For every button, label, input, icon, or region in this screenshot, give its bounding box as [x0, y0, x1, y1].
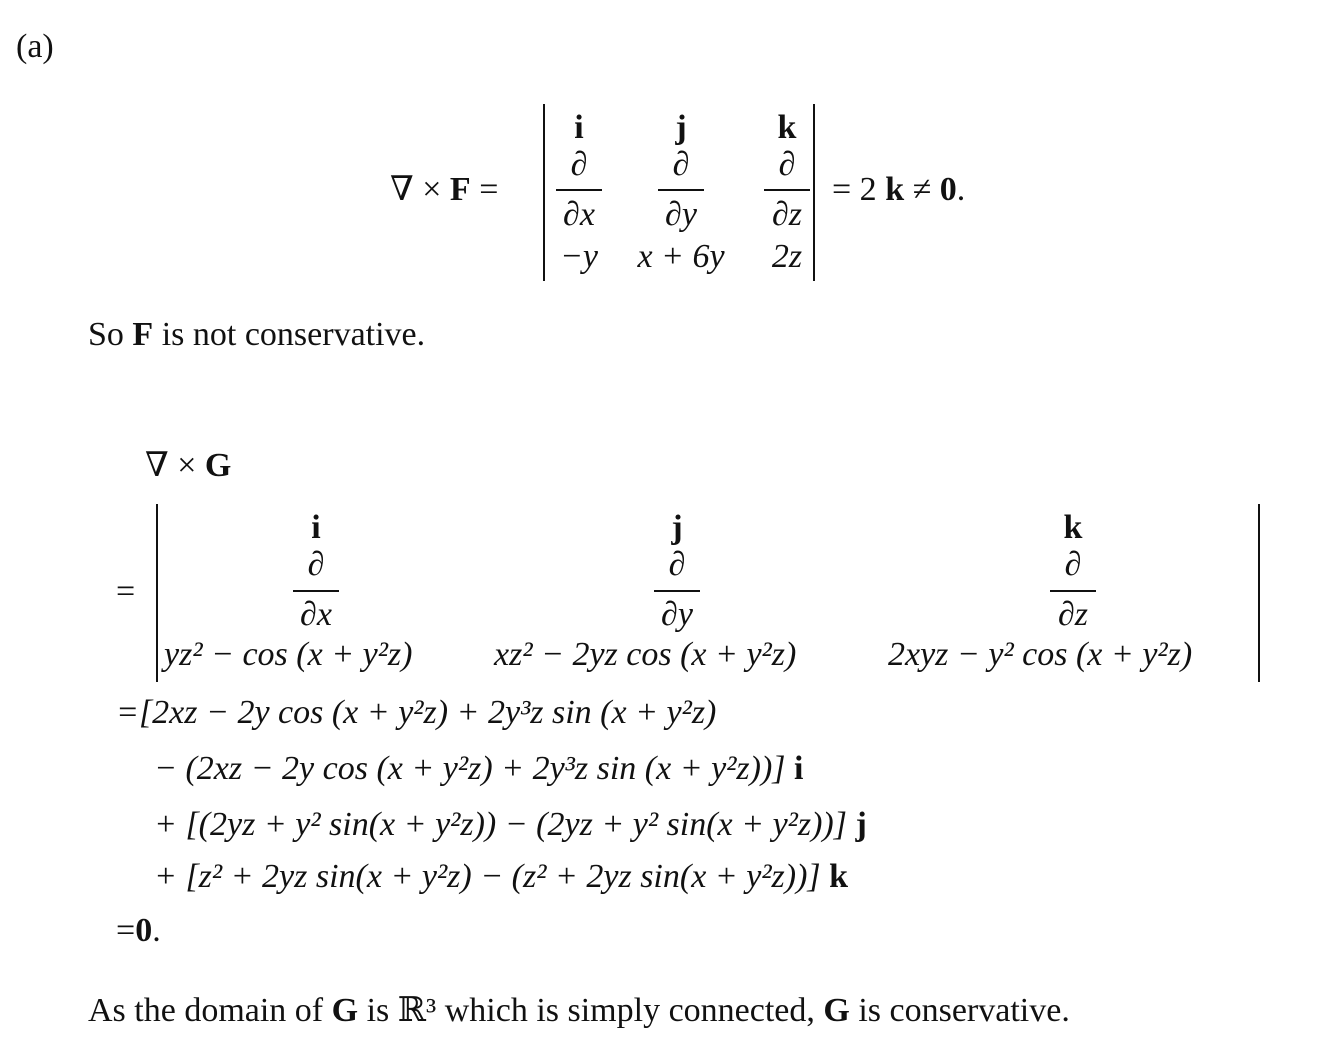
domain-R3: ℝ³: [397, 992, 437, 1029]
expansion-line-2: [154, 752, 803, 786]
unit-vector-k: k: [885, 171, 905, 208]
unit-vector-j: j: [855, 806, 867, 843]
period: .: [152, 912, 161, 949]
component-P: −y: [559, 238, 599, 275]
fraction-line: [293, 590, 339, 592]
text: is conservative.: [849, 992, 1070, 1029]
field-G: G: [204, 447, 232, 484]
result-line: [116, 914, 161, 948]
component-Q: x + 6y: [637, 238, 725, 275]
component-Q: xz² − 2yz cos (x + y²z): [494, 636, 797, 673]
partial-symbol: ∂: [570, 146, 588, 183]
denominator-dx: ∂x: [563, 196, 595, 233]
denominator-dy: ∂y: [665, 196, 697, 233]
text: is not conservative.: [153, 316, 426, 353]
determinant-left-bar: [543, 104, 545, 281]
expansion-line-4: [154, 860, 848, 894]
equals-sign: =: [470, 171, 499, 208]
denominator-dx: ∂x: [300, 596, 332, 633]
expansion-text: − (2xz − 2y cos (x + y²z) + 2y³z sin (x + y²z))]: [154, 750, 786, 787]
component-P: yz² − cos (x + y²z): [164, 636, 413, 673]
unit-vector-i: i: [794, 750, 804, 787]
curl-G-lhs: [145, 449, 231, 483]
partial-symbol: ∂: [778, 146, 796, 183]
fraction-line: [654, 590, 700, 592]
field-G: G: [331, 992, 359, 1029]
denominator-dy: ∂y: [661, 596, 693, 633]
partial-symbol: ∂: [672, 146, 690, 183]
expansion-line-3: [154, 808, 867, 842]
unit-vector-k: k: [829, 858, 849, 895]
nabla-cross-operator: ∇ ×: [145, 447, 205, 484]
partial-symbol: ∂: [668, 546, 686, 583]
denominator-dz: ∂z: [1057, 596, 1089, 633]
field-F: F: [132, 316, 154, 353]
fraction-line: [764, 189, 810, 191]
unit-vector-i: i: [574, 109, 584, 146]
component-R: 2xyz − y² cos (x + y²z): [888, 636, 1193, 673]
determinant-right-bar: [1258, 504, 1260, 682]
curl-F-lhs: [390, 173, 498, 207]
equals-sign: =: [116, 573, 136, 610]
component-R: 2z: [771, 238, 803, 275]
unit-vector-i: i: [311, 509, 321, 546]
expansion-line-1: =[2xz − 2y cos (x + y²z) + 2y³z sin (x + y²z): [116, 694, 717, 731]
equals-sign: =: [116, 912, 136, 949]
expansion-text: + [(2yz + y² sin(x + y²z)) − (2yz + y² sin(x + y²z))]: [154, 806, 847, 843]
unit-vector-j: j: [671, 509, 683, 546]
nabla-cross-operator: ∇ ×: [390, 171, 450, 208]
field-F: F: [449, 171, 471, 208]
conclusion-G: [88, 994, 1070, 1028]
partial-symbol: ∂: [1064, 546, 1082, 583]
part-label: (a): [16, 28, 54, 65]
unit-vector-k: k: [1063, 509, 1083, 546]
text: As the domain of: [88, 992, 332, 1029]
conclusion-F: [88, 318, 425, 352]
zero-vector: 0: [939, 171, 957, 208]
not-equal-sign: ≠: [904, 171, 940, 208]
fraction-line: [658, 189, 704, 191]
text: is: [358, 992, 398, 1029]
text: which is simply connected,: [436, 992, 824, 1029]
rhs-equals-two: = 2: [832, 171, 877, 208]
unit-vector-k: k: [777, 109, 797, 146]
fraction-line: [1050, 590, 1096, 592]
field-G: G: [823, 992, 850, 1029]
determinant-left-bar: [156, 504, 158, 682]
text: So: [88, 316, 133, 353]
zero-vector: 0: [135, 912, 153, 949]
denominator-dz: ∂z: [771, 196, 803, 233]
fraction-line: [556, 189, 602, 191]
curl-F-rhs: [832, 173, 965, 207]
period: .: [956, 171, 966, 208]
unit-vector-j: j: [675, 109, 687, 146]
partial-symbol: ∂: [307, 546, 325, 583]
expansion-text: + [z² + 2yz sin(x + y²z) − (z² + 2yz sin(x + y²z))]: [154, 858, 821, 895]
